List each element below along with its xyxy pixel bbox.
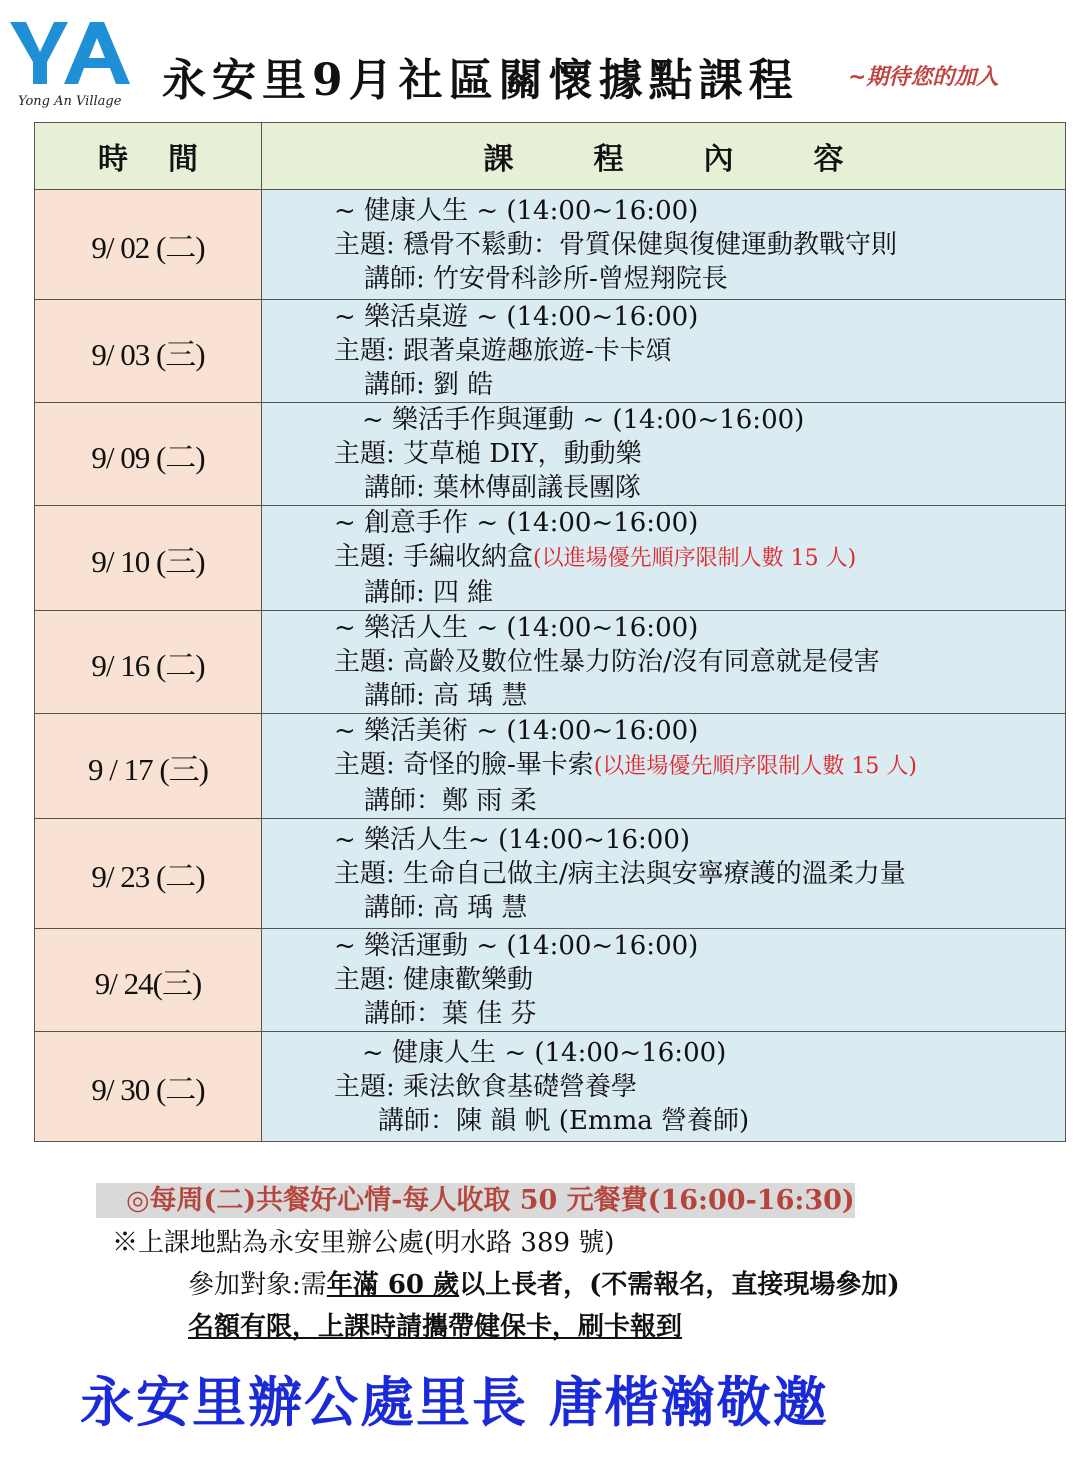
table-row bbox=[35, 929, 1066, 1032]
row-date: 9/ 02 (二) bbox=[35, 190, 262, 300]
row-title: ~ 樂活人生~ (14:00~16:00) bbox=[334, 824, 691, 855]
row-theme-text: 主題: 跟著桌遊趣旅遊-卡卡頌 bbox=[334, 336, 672, 366]
row-theme-text: 主題: 生命自己做主/病主法與安寧療護的溫柔力量 bbox=[334, 858, 906, 889]
row-date: 9/ 30 (二) bbox=[35, 1032, 262, 1142]
table-row bbox=[35, 403, 1066, 506]
meal-note-text: ◎每周(二)共餐好心情-每人收取 50 元餐費(16:00-16:30) bbox=[96, 1183, 855, 1218]
row-detail bbox=[262, 929, 1066, 1032]
row-title: ~ 樂活桌遊 ~ (14:00~16:00) bbox=[334, 302, 699, 332]
table-row bbox=[35, 300, 1066, 403]
page-title: 永安里9月社區關懷據點課程 bbox=[162, 55, 799, 106]
row-title: ~ 健康人生 ~ (14:00~16:00) bbox=[362, 1037, 727, 1068]
table-row bbox=[35, 714, 1066, 819]
row-teacher: 講師：鄭 雨 柔 bbox=[364, 786, 537, 816]
row-title: ~ 樂活手作與運動 ~ (14:00~16:00) bbox=[362, 405, 805, 435]
page-subtitle: ~期待您的加入 bbox=[848, 65, 999, 90]
row-theme bbox=[262, 334, 1065, 368]
row-theme bbox=[262, 748, 1065, 784]
row-date: 9/ 24(三) bbox=[35, 929, 262, 1032]
row-theme-text: 主題: 艾草槌 DIY，動動樂 bbox=[334, 439, 642, 469]
target-suffix: 以上長者，(不需報名，直接現場參加) bbox=[459, 1270, 900, 1300]
location-note: ※上課地點為永安里辦公處(明水路 389 號) bbox=[112, 1228, 615, 1258]
row-detail bbox=[262, 403, 1066, 506]
row-detail bbox=[262, 611, 1066, 714]
target-prefix: 參加對象:需 bbox=[188, 1270, 327, 1300]
row-date: 9 / 17 (三) bbox=[35, 714, 262, 819]
header-content: 課程內容 bbox=[262, 123, 1066, 190]
row-theme bbox=[262, 540, 1065, 576]
table-row bbox=[35, 611, 1066, 714]
row-theme bbox=[262, 437, 1065, 471]
row-theme-text: 主題: 健康歡樂動 bbox=[334, 965, 534, 995]
row-teacher: 講師: 高 瑀 慧 bbox=[364, 681, 528, 711]
row-teacher: 講師: 劉 皓 bbox=[364, 370, 494, 400]
row-date: 9/ 23 (二) bbox=[35, 819, 262, 929]
row-teacher: 講師: 四 維 bbox=[364, 578, 494, 608]
table-row bbox=[35, 506, 1066, 611]
row-detail bbox=[262, 190, 1066, 300]
schedule-table bbox=[34, 122, 1066, 1142]
row-theme-text: 主題: 奇怪的臉-畢卡索 bbox=[334, 750, 594, 780]
row-theme-note: (以進場優先順序限制人數 15 人) bbox=[593, 754, 917, 779]
row-theme-text: 主題: 乘法飲食基礎營養學 bbox=[334, 1071, 638, 1102]
row-title: ~ 創意手作 ~ (14:00~16:00) bbox=[334, 508, 699, 538]
logo bbox=[10, 22, 130, 114]
row-theme bbox=[262, 645, 1065, 679]
row-title: ~ 樂活運動 ~ (14:00~16:00) bbox=[334, 931, 699, 961]
target-note bbox=[188, 1264, 900, 1301]
row-theme bbox=[262, 228, 1065, 262]
row-theme bbox=[262, 963, 1065, 997]
logo-mark bbox=[10, 22, 130, 92]
row-teacher: 講師: 葉林傳副議長團隊 bbox=[364, 473, 642, 503]
meal-note bbox=[96, 1178, 855, 1217]
row-date: 9/ 16 (二) bbox=[35, 611, 262, 714]
row-theme-note: (以進場優先順序限制人數 15 人) bbox=[533, 546, 857, 571]
row-detail bbox=[262, 300, 1066, 403]
row-title: ~ 樂活人生 ~ (14:00~16:00) bbox=[334, 613, 699, 643]
row-teacher: 講師: 竹安骨科診所-曾煜翔院長 bbox=[364, 263, 728, 294]
table-row bbox=[35, 190, 1066, 300]
table-row bbox=[35, 1032, 1066, 1142]
row-date: 9/ 03 (三) bbox=[35, 300, 262, 403]
row-detail bbox=[262, 819, 1066, 929]
row-theme bbox=[262, 1070, 1065, 1104]
row-date: 9/ 09 (二) bbox=[35, 403, 262, 506]
row-detail bbox=[262, 1032, 1066, 1142]
row-teacher: 講師: 高 瑀 慧 bbox=[364, 892, 528, 923]
row-title: ~ 樂活美術 ~ (14:00~16:00) bbox=[334, 716, 699, 746]
row-theme-text: 主題: 穩骨不鬆動：骨質保健與復健運動教戰守則 bbox=[334, 229, 898, 260]
row-theme-text: 主題: 高齡及數位性暴力防治/沒有同意就是侵害 bbox=[334, 647, 880, 677]
row-title: ~ 健康人生 ~ (14:00~16:00) bbox=[334, 195, 699, 226]
row-theme bbox=[262, 857, 1065, 891]
header-time: 時間 bbox=[35, 123, 262, 190]
logo-subtitle: Yong An Village bbox=[18, 94, 122, 109]
table-row bbox=[35, 819, 1066, 929]
row-date: 9/ 10 (三) bbox=[35, 506, 262, 611]
row-detail bbox=[262, 506, 1066, 611]
table-header-row bbox=[35, 123, 1066, 190]
row-detail bbox=[262, 714, 1066, 819]
target-age: 年滿 60 歲 bbox=[326, 1270, 460, 1300]
row-teacher: 講師：陳 韻 帆 (Emma 營養師) bbox=[378, 1105, 750, 1136]
row-teacher: 講師：葉 佳 芬 bbox=[364, 999, 537, 1029]
footer-signature: 永安里辦公處里長 唐楷瀚敬邀 bbox=[80, 1371, 829, 1434]
limit-note: 名額有限，上課時請攜帶健保卡，刷卡報到 bbox=[188, 1312, 683, 1342]
row-theme-text: 主題: 手編收納盒 bbox=[334, 542, 534, 572]
